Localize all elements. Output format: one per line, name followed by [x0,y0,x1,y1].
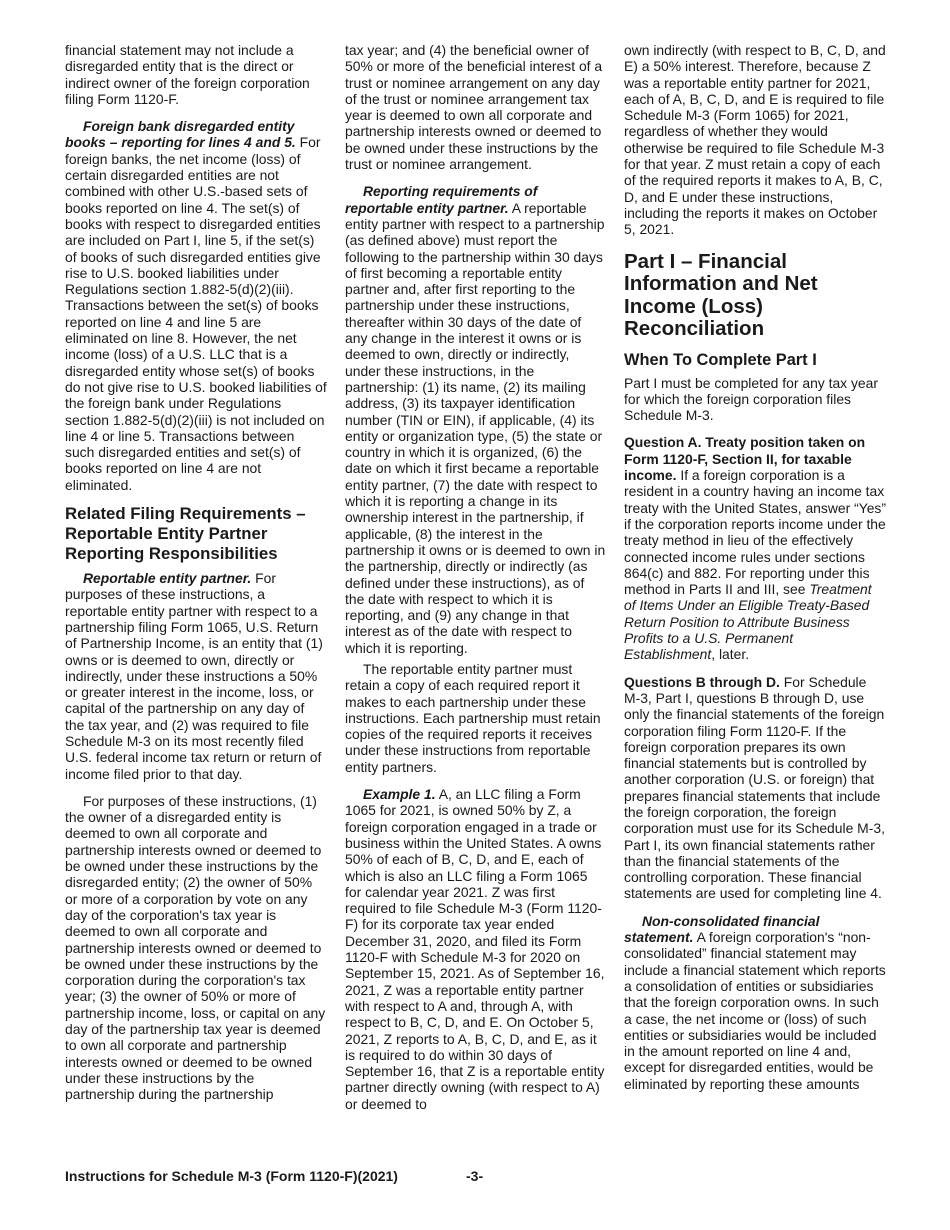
run-in-heading: Reporting requirements of reportable entity partner. [345,183,538,216]
paragraph-text: A, an LLC filing a Form 1065 for 2021, is owned 50% by Z, a foreign corporation engaged in a trade or business within the United States. A owns 50% of each of B, C, D, and E, each of which is also an LLC filing a Form 1065 for calendar year 2021. Z was first required to file Schedule M-3 (Form 1120-F) for its corporate tax year ended December 31, 2020, and filed its Form 1120-F with Schedule M-3 for 2020 on September 15, 2021. As of September 16, 2021, Z was a reportable entity partner with respect to A and, through A, with respect to B, C, D, and E. On October 5, 2021, Z reports to A, B, C, D, and E, as it is required to do within 30 days of September 16, that Z is a reportable entity partner directly owning (with respect to A) or deemed to [345,786,605,1112]
section-heading: Related Filing Requirements – Reportable Entity Partner Reporting Responsibilities [65,504,306,564]
paragraph-text: For foreign banks, the net income (loss) of certain disregarded entities are not combined with other U.S.-based sets of books reported on line 4. The set(s) of books with respect to disregarded entities are included on Part I, line 5, if the set(s) of books of such disregarded entities give rise to U.S. booked liabilities under Regulations section 1.882-5(d)(2)(iii). Transactions between the set(s) of books reported on line 4 and line 5 are eliminated on line 8. However, the net income (loss) of a U.S. LLC that is a disregarded entity whose set(s) of books do not give rise to U.S. booked liabilities of the foreign bank under Regulations section 1.882-5(d)(2)(iii) is not included on line 4 or line 5. Transactions between such disregarded entities and set(s) of books reported on line 4 are not eliminated. [65,134,327,493]
paragraph-text: A foreign corporation's “non-consolidated” financial statement may include a financial statement which reports a consolidation of entities or subsidiaries that the foreign corporation owns. In such a case, the net income or (loss) of such entities or subsidiaries would be included in the amount reported on line 4 and, except for disregarded entities, would be eliminated by reporting these amounts [624,929,886,1092]
paragraph [624,913,886,1092]
paragraph-text: , later. [711,646,750,663]
column-3 [624,42,886,1103]
italic-reference: Treatment of Items Under an Eligible Treaty-Based Return Position to Attribute Business Profits to a U.S. Permanent Establishment [624,581,872,663]
part-heading: Part I – Financial Information and Net Income (Loss) Reconciliation [624,249,818,341]
paragraph: Part I must be completed for any tax year for which the foreign corporation files Schedule M-3. [624,374,879,424]
paragraph: own indirectly (with respect to B, C, D, and E) a 50% interest. Therefore, because Z was a reportable entity partner for 2021, each of A, B, C, D, and E is required to file Schedule M-3 (Form 1065) for 2021, regardless of whether they would otherwise be required to file Schedule M-3 for that year. Z must retain a copy of each of the required reports it makes to A, B, C, D, and E under these instructions, including the reports it makes on October 5, 2021. [624,42,886,238]
run-in-heading: Questions B through D. [624,673,780,690]
column-2 [345,42,607,1123]
run-in-heading: Non-consolidated financial statement. [624,912,820,946]
run-in-heading: Question A. Treaty position taken on Form 1120-F, Section II, for taxable income. [624,434,866,484]
paragraph [624,674,886,902]
paragraph-text: If a foreign corporation is a resident in a country having an income tax treaty with the United States, answer “Yes” if the corporation reports income under the treaty method in lieu of the effectively connected income rules under sections 864(c) and 882. For reporting under this method in Parts II and III, see [624,467,886,598]
paragraph: For purposes of these instructions, (1) the owner of a disregarded entity is deemed to own all corporate and partnership interests owned or deemed to be owned under these instructions by the disregarded entity; (2) the owner of 50% or more of a corporation by vote on any day of the corporation's tax year is deemed to own all corporate and partnership interests owned or deemed to be owned under these instructions by the corporation during the corporation's tax year; (3) the owner of 50% or more of partnership income, loss, or capital on any day of the partnership tax year is deemed to own all corporate and partnership interests owned or deemed to be owned under these instructions by the partnership during the partnership [65,792,326,1103]
paragraph-text: A reportable entity partner with respect to a partnership (as defined above) must report the following to the partnership within 30 days of first becoming a reportable entity partner and, after first reporting to the partnership under these instructions, thereafter within 30 days of the date of any change in the interest it owns or is deemed to own, directly or indirectly, under these instructions, in the partnership: (1) its name, (2) its mailing address, (3) its taxpayer identification number (TIN or EIN), if applicable, (4) its entity or organization type, (5) the state or country in which it is organized, (6) the date on which it first became a reportable entity partner, (7) the date with respect to which it is reporting a change in its ownership interest in the partnership, if applicable, (8) the interest in the partnership it owns or is deemed to own in the partnership, directly or indirectly (as defined under these instructions), as of the date with respect to which it is reporting, and (9) any change in that interest as of the date with respect to which it is reporting. [345,199,606,656]
paragraph [345,183,607,656]
paragraph: financial statement may not include a disregarded entity that is the direct or indirect owner of the foreign corporation filing Form 1120-F. [65,42,310,107]
paragraph [345,786,607,1112]
footer-title: Instructions for Schedule M-3 (Form 1120-F)(2021) [65,1168,398,1184]
paragraph-text: For purposes of these instructions, a reportable entity partner with respect to a partnership filing Form 1065, U.S. Return of Partnership Income, is an entity that (1) owns or is deemed to own, directly or indirectly, under these instructions a 50% or greater interest in the income, loss, or capital of the partnership on any day of the tax year, and (2) was required to file Schedule M-3 on its most recently filed U.S. federal income tax return or return of income filed prior to that day. [65,570,323,782]
subheading: When To Complete Part I [624,350,817,369]
run-in-heading: Example 1. [363,786,436,803]
run-in-heading: Reportable entity partner. [83,570,252,587]
page-number: -3- [466,1168,484,1184]
paragraph [65,118,327,493]
paragraph-text: For Schedule M-3, Part I, questions B through D, use only the financial statements of the foreign corporation filing Form 1120-F. If the foreign corporation prepares its own financial statements but is controlled by another corporation (U.S. or foreign) that prepares financial statements that include the foreign corporation, the foreign corporation must use for its Schedule M-3, Part I, its own financial statements rather than the financial statements of the controlling corporation. These financial statements are used for completing line 4. [624,673,885,902]
column-1 [65,42,327,1114]
paragraph [65,570,327,782]
paragraph: The reportable entity partner must retain a copy of each required report it makes to each partnership under these instructions. Each partnership must retain copies of the required reports it receives under these instructions from reportable entity partners. [345,660,601,775]
run-in-heading: Foreign bank disregarded entity books – reporting for lines 4 and 5. [65,118,296,151]
paragraph [624,434,886,662]
paragraph: tax year; and (4) the beneficial owner of 50% or more of the beneficial interest of a trust or nominee arrangement on any day of the trust or nominee arrangement tax year is deemed to own all corporate and partnership interests owned or deemed to be owned under these instructions by the trust or nominee arrangement. [345,42,603,173]
